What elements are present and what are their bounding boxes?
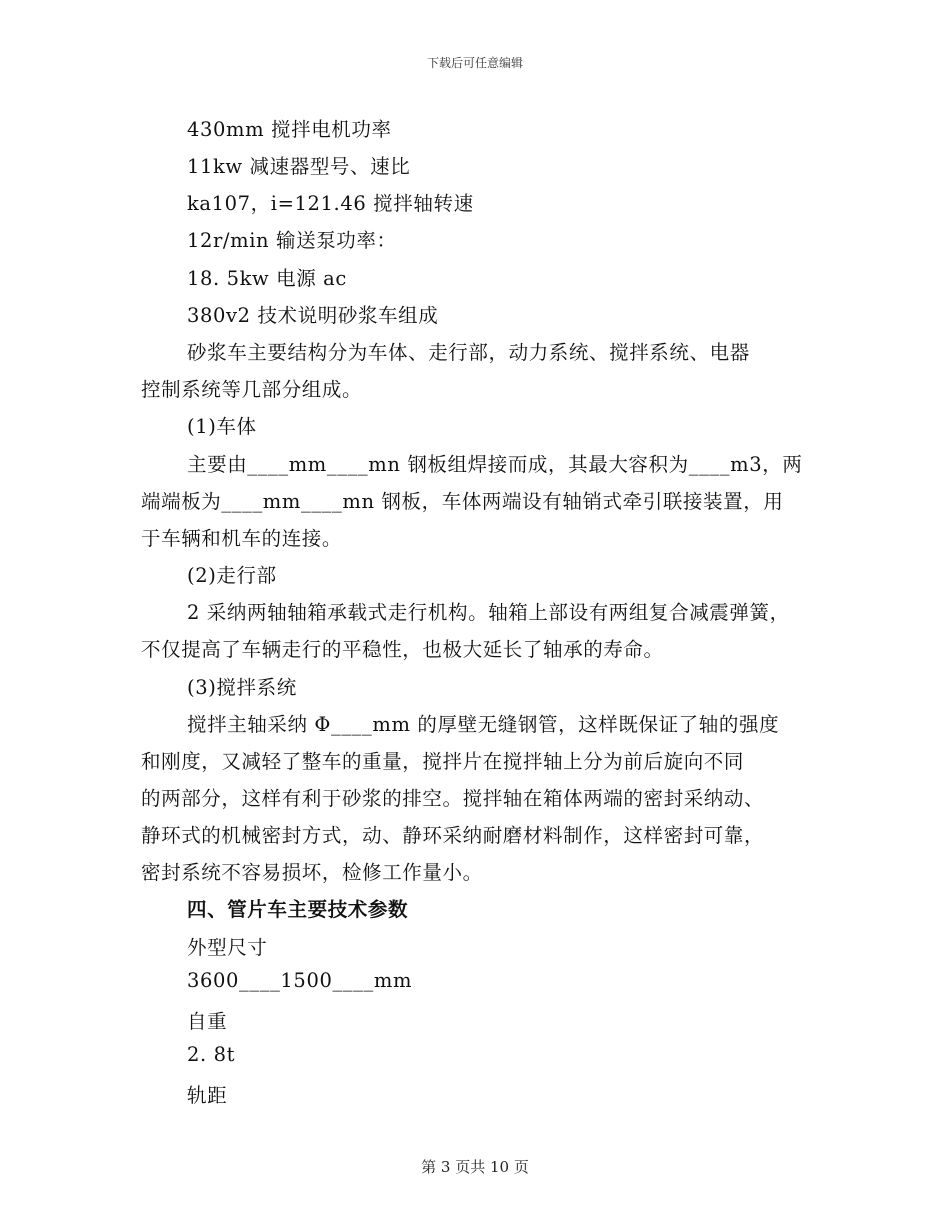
paragraph-line: 不仅提高了车辆走行的平稳性，也极大延长了轴承的寿命。	[141, 638, 664, 661]
paragraph-line: 主要由____mm____mn 钢板组焊接而成，其最大容积为____m3，两	[187, 453, 803, 476]
section-heading: (2)走行部	[187, 564, 277, 587]
text-line: 11kw 减速器型号、速比	[187, 155, 411, 178]
text-line: 自重	[187, 1010, 228, 1033]
paragraph-line: 和刚度，又减轻了整车的重量，搅拌片在搅拌轴上分为前后旋向不同	[141, 750, 745, 773]
page-header: 下载后可任意编辑	[426, 56, 523, 70]
page-footer: 第 3 页共 10 页	[421, 1158, 529, 1176]
section-heading: (1)车体	[187, 415, 257, 438]
paragraph-line: 于车辆和机车的连接。	[141, 527, 343, 550]
text-line: 轨距	[187, 1084, 228, 1107]
text-line: 外型尺寸	[187, 936, 268, 959]
section-title: 四、管片车主要技术参数	[187, 898, 409, 921]
text-line: 12r/min 输送泵功率：	[187, 229, 397, 252]
text-line: ka107，i=121.46 搅拌轴转速	[187, 192, 474, 215]
text-line: 2. 8t	[187, 1043, 236, 1066]
paragraph-line: 搅拌主轴采纳 Φ____mm 的厚壁无缝钢管，这样既保证了轴的强度	[187, 713, 780, 736]
section-heading: (3)搅拌系统	[187, 676, 297, 699]
paragraph-line: 2 采纳两轴轴箱承载式走行机构。轴箱上部设有两组复合减震弹簧，	[187, 601, 790, 624]
paragraph-line: 端端板为____mm____mn 钢板，车体两端设有轴销式牵引联接装置，用	[141, 490, 784, 513]
text-line: 430mm 搅拌电机功率	[187, 118, 392, 141]
text-line: 380v2 技术说明砂浆车组成	[187, 304, 439, 327]
text-line: 3600____1500____mm	[187, 969, 413, 992]
paragraph-line: 的两部分，这样有利于砂浆的排空。搅拌轴在箱体两端的密封采纳动、	[141, 787, 765, 810]
paragraph-line: 静环式的机械密封方式，动、静环采纳耐磨材料制作，这样密封可靠，	[141, 824, 765, 847]
paragraph-line: 密封系统不容易损坏，检修工作量小。	[141, 861, 483, 884]
paragraph-line: 砂浆车主要结构分为车体、走行部，动力系统、搅拌系统、电器	[187, 341, 750, 364]
text-line: 18. 5kw 电源 ac	[187, 267, 347, 290]
paragraph-line: 控制系统等几部分组成。	[141, 378, 363, 401]
